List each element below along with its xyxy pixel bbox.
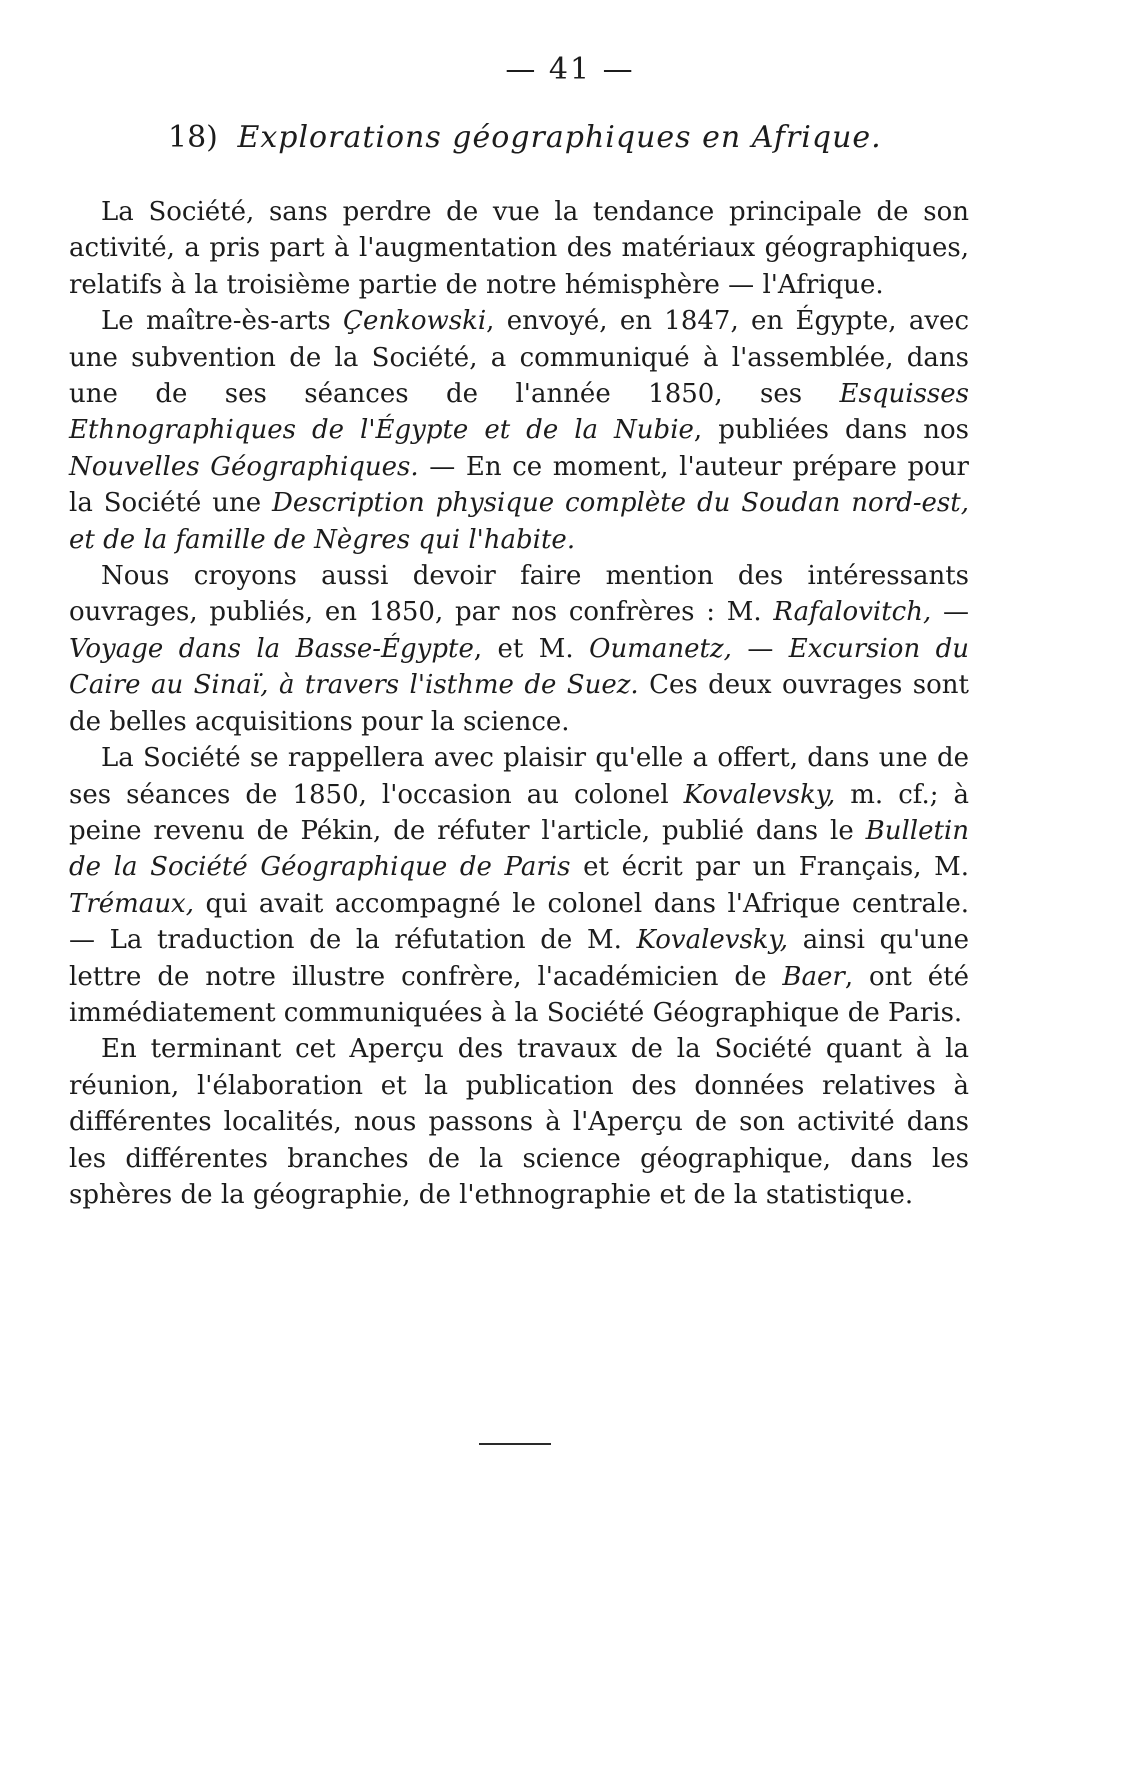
text-run: — bbox=[731, 633, 789, 664]
italic-text-run: Description physique complète du Soudan nord-est, et de la famille de Nègres qui l'habite. bbox=[69, 488, 969, 555]
text-run: qui avait accompagné le colonel dans l'Afrique centrale. — La traduction de la réfutation de M. bbox=[69, 888, 969, 956]
text-run: Ces deux ouvrages sont de belles acquisitions pour la science. bbox=[69, 670, 969, 737]
italic-text-run: Baer bbox=[782, 961, 845, 992]
paragraph bbox=[69, 558, 969, 740]
text-run: Nous croyons aussi devoir faire mention des intéressants ouvrages, publiés, en 1850, par nos confrères : M. bbox=[69, 561, 969, 628]
section-heading bbox=[168, 118, 1008, 158]
italic-text-run: Kovalevsky, bbox=[636, 925, 789, 956]
italic-text-run: Voyage dans la Basse-Égypte bbox=[69, 633, 474, 664]
text-run: En terminant cet Aperçu des travaux de la Société quant à la réunion, l'élaboration et la publication des données relatives à différentes localités, nous passons à l'Aperçu de son activité dans les différentes branches de la science géographique, dans les sphères de la géographie, de l'ethnographie et de la statistique. bbox=[69, 1034, 969, 1210]
text-run: m. cf.; à peine revenu de Pékin, de réfuter l'article, publié dans le bbox=[69, 779, 969, 846]
italic-text-run: Oumanetz, bbox=[589, 633, 732, 664]
text-run: — En ce moment, l'auteur prépare pour la Société une bbox=[69, 451, 969, 519]
text-run: La Société se rappellera avec plaisir qu'elle a offert, dans une de ses séances de 1850, l'occasion au colonel bbox=[69, 743, 969, 810]
text-run: , envoyé, en 1847, en Égypte, avec une subvention de la Société, a communiqué à l'assemblée, dans une de ses séances de l'année 1850, ses bbox=[69, 306, 970, 410]
italic-text-run: Çenkowski bbox=[343, 306, 487, 337]
text-run: et écrit par un Français, M. bbox=[570, 852, 969, 883]
italic-text-run: Excursion du Caire au Sinaï, à travers l'isthme de Suez. bbox=[69, 633, 969, 701]
text-run: — bbox=[931, 597, 969, 628]
page-number: — 41 — bbox=[505, 52, 635, 87]
text-run: La Société, sans perdre de vue la tendance principale de son activité, a pris part à l'augmentation des matériaux géographiques, relatifs à la troisième partie de notre hémisphère — l'Afrique. bbox=[69, 197, 969, 300]
text-run: , et M. bbox=[473, 633, 590, 664]
paragraph bbox=[69, 1031, 969, 1213]
section-number: 18) bbox=[168, 120, 218, 155]
end-rule bbox=[479, 1443, 551, 1445]
section-title: Explorations géographiques en Afrique. bbox=[237, 120, 882, 155]
italic-text-run: Bulletin de la Société Géographique de Paris bbox=[69, 815, 969, 883]
italic-text-run: Rafalovitch, bbox=[773, 597, 932, 628]
text-run: ainsi qu'une lettre de notre illustre confrère, l'académicien de bbox=[69, 925, 969, 992]
paragraph bbox=[69, 740, 969, 1031]
italic-text-run: Esquisses Ethnographiques de l'Égypte et de la Nubie bbox=[69, 379, 969, 446]
italic-text-run: Nouvelles Géographiques. bbox=[69, 451, 419, 482]
paragraph bbox=[69, 303, 969, 558]
text-run: , ont été immédiatement communiquées à la Société Géographique de Paris. bbox=[69, 961, 969, 1028]
italic-text-run: Trémaux, bbox=[69, 888, 194, 919]
text-run: Le maître-ès-arts bbox=[101, 306, 344, 337]
italic-text-run: Kovalevsky, bbox=[683, 779, 836, 810]
body-text bbox=[69, 194, 969, 1213]
paragraph bbox=[69, 194, 969, 303]
text-run: , publiées dans nos bbox=[693, 415, 969, 446]
